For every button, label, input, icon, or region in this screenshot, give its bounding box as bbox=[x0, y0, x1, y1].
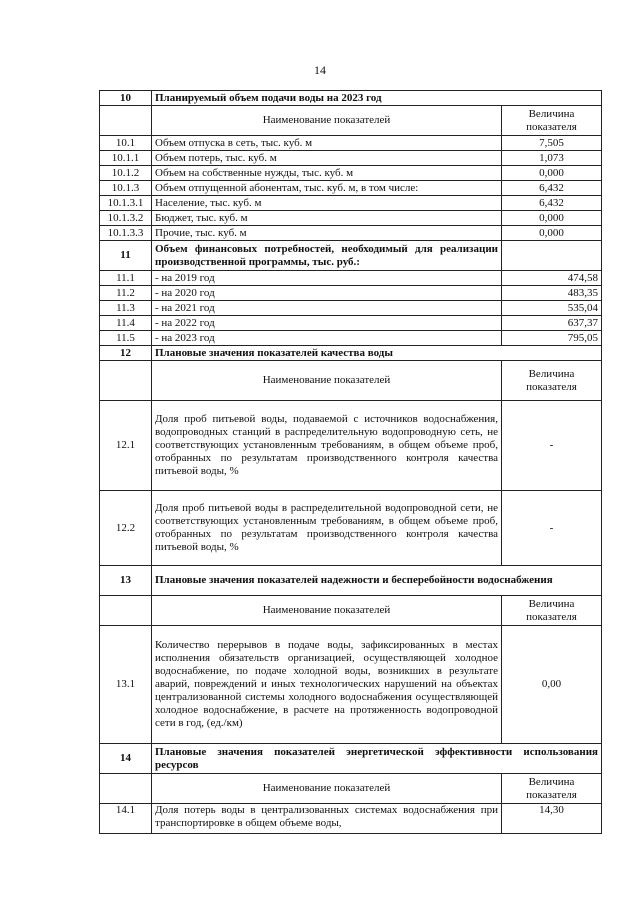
section-title: Планируемый объем подачи воды на 2023 год bbox=[152, 91, 602, 106]
table-row bbox=[100, 401, 602, 491]
row-number: 13.1 bbox=[100, 626, 152, 744]
column-header-value: Величина показателя bbox=[502, 106, 602, 136]
row-number: 10.1.1 bbox=[100, 151, 152, 166]
table-row bbox=[100, 271, 602, 286]
row-value: 637,37 bbox=[502, 316, 602, 331]
row-number: 14.1 bbox=[100, 804, 152, 834]
section-number: 14 bbox=[100, 744, 152, 774]
row-value: 0,000 bbox=[502, 166, 602, 181]
row-name: - на 2023 год bbox=[152, 331, 502, 346]
table-row bbox=[100, 226, 602, 241]
column-header-name: Наименование показателей bbox=[152, 106, 502, 136]
row-number: 11.3 bbox=[100, 301, 152, 316]
row-value: 535,04 bbox=[502, 301, 602, 316]
row-value: 0,00 bbox=[502, 626, 602, 744]
row-number: 11.1 bbox=[100, 271, 152, 286]
row-number: 12.2 bbox=[100, 491, 152, 566]
row-number: 10.1.3.3 bbox=[100, 226, 152, 241]
column-header-row bbox=[100, 361, 602, 401]
section-12-header bbox=[100, 346, 602, 361]
row-value: - bbox=[502, 401, 602, 491]
row-value: 7,505 bbox=[502, 136, 602, 151]
row-value: 6,432 bbox=[502, 196, 602, 211]
table-row bbox=[100, 181, 602, 196]
row-name: Доля проб питьевой воды, подаваемой с источников водоснабжения, водопроводных станций в распределительную водопроводную сеть, не соответствующих установленным требованиям, в общем объеме проб, отобранных по результатам производственного контроля качества питьевой воды, % bbox=[152, 401, 502, 491]
table-row bbox=[100, 301, 602, 316]
page-number: 14 bbox=[314, 63, 326, 77]
row-name: Количество перерывов в подаче воды, зафиксированных в местах исполнения обязательств организацией, осуществляющей холодное водоснабжение, по подаче холодной воды, возникших в результате аварий, повреждений и иных технологических нарушений на объектах централизованной системы холодного водоснабжения осуществляющей холодное водоснабжение, в расчете на протяженность водопроводной сети в год, (ед./км) bbox=[152, 626, 502, 744]
section-number: 10 bbox=[100, 91, 152, 106]
row-value: 795,05 bbox=[502, 331, 602, 346]
column-header-value: Величина показателя bbox=[502, 596, 602, 626]
section-number: 13 bbox=[100, 566, 152, 596]
row-name: Объем потерь, тыс. куб. м bbox=[152, 151, 502, 166]
row-name: - на 2021 год bbox=[152, 301, 502, 316]
table-row bbox=[100, 196, 602, 211]
row-name: Бюджет, тыс. куб. м bbox=[152, 211, 502, 226]
row-value: - bbox=[502, 491, 602, 566]
section-title: Плановые значения показателей качества воды bbox=[152, 346, 602, 361]
row-name: - на 2020 год bbox=[152, 286, 502, 301]
column-header-name: Наименование показателей bbox=[152, 596, 502, 626]
section-13-header bbox=[100, 566, 602, 596]
section-title: Плановые значения показателей надежности и бесперебойности водоснабжения bbox=[152, 566, 602, 596]
row-number: 11.2 bbox=[100, 286, 152, 301]
section-10-header bbox=[100, 91, 602, 106]
row-name: - на 2022 год bbox=[152, 316, 502, 331]
row-name: Объем отпущенной абонентам, тыс. куб. м, в том числе: bbox=[152, 181, 502, 196]
row-name: Объем на собственные нужды, тыс. куб. м bbox=[152, 166, 502, 181]
row-value: 483,35 bbox=[502, 286, 602, 301]
row-name: Доля проб питьевой воды в распределительной водопроводной сети, не соответствующих установленным требованиям, в общем объеме проб, отобранных по результатам производственного контроля качества питьевой воды, % bbox=[152, 491, 502, 566]
row-value: 0,000 bbox=[502, 226, 602, 241]
section-title: Плановые значения показателей энергетической эффективности использования ресурсов bbox=[152, 744, 602, 774]
table-row bbox=[100, 136, 602, 151]
row-name: Объем отпуска в сеть, тыс. куб. м bbox=[152, 136, 502, 151]
row-number: 11.4 bbox=[100, 316, 152, 331]
column-header-value: Величина показателя bbox=[502, 361, 602, 401]
row-value: 6,432 bbox=[502, 181, 602, 196]
column-header-value: Величина показателя bbox=[502, 774, 602, 804]
row-value: 1,073 bbox=[502, 151, 602, 166]
row-value: 474,58 bbox=[502, 271, 602, 286]
table-row bbox=[100, 286, 602, 301]
row-number: 10.1.3 bbox=[100, 181, 152, 196]
row-number: 10.1.3.2 bbox=[100, 211, 152, 226]
table-row bbox=[100, 211, 602, 226]
indicators-table bbox=[99, 90, 602, 834]
section-number: 12 bbox=[100, 346, 152, 361]
row-name: Доля потерь воды в централизованных системах водоснабжения при транспортировке в общем объеме воды, bbox=[152, 804, 502, 834]
row-name: Прочие, тыс. куб. м bbox=[152, 226, 502, 241]
row-value: 0,000 bbox=[502, 211, 602, 226]
section-14-header bbox=[100, 744, 602, 774]
row-number: 10.1 bbox=[100, 136, 152, 151]
row-number: 10.1.3.1 bbox=[100, 196, 152, 211]
column-header-name: Наименование показателей bbox=[152, 774, 502, 804]
column-header-row bbox=[100, 774, 602, 804]
table-row bbox=[100, 166, 602, 181]
table-row bbox=[100, 331, 602, 346]
row-name: Население, тыс. куб. м bbox=[152, 196, 502, 211]
section-number: 11 bbox=[100, 241, 152, 271]
table-row bbox=[100, 626, 602, 744]
table-row bbox=[100, 491, 602, 566]
row-name: - на 2019 год bbox=[152, 271, 502, 286]
row-number: 12.1 bbox=[100, 401, 152, 491]
column-header-row bbox=[100, 106, 602, 136]
column-header-name: Наименование показателей bbox=[152, 361, 502, 401]
section-11-header bbox=[100, 241, 602, 271]
row-number: 11.5 bbox=[100, 331, 152, 346]
table-row bbox=[100, 316, 602, 331]
row-value: 14,30 bbox=[502, 804, 602, 834]
section-title: Объем финансовых потребностей, необходимый для реализации производственной программы, тыс. руб.: bbox=[152, 241, 502, 271]
table-row bbox=[100, 804, 602, 834]
column-header-row bbox=[100, 596, 602, 626]
table-row bbox=[100, 151, 602, 166]
row-number: 10.1.2 bbox=[100, 166, 152, 181]
